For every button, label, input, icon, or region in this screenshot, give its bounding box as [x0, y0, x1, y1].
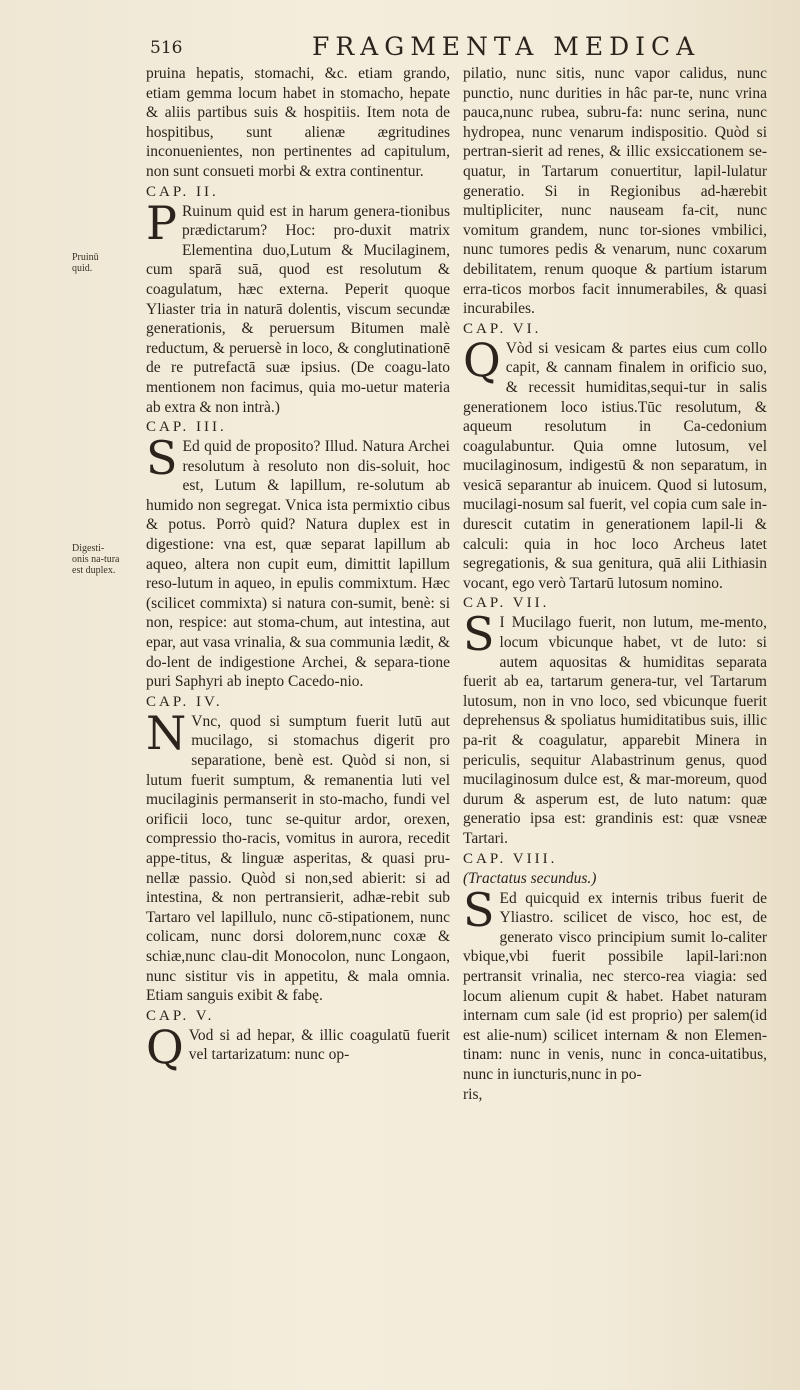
paragraph-text: Vod si ad hepar, & illic coagulatū fuerit vel tartarizatum: nunc op- — [188, 1026, 450, 1064]
drop-cap: S — [463, 607, 495, 662]
left-column — [146, 64, 450, 1074]
paragraph: pruina hepatis, stomachi, &c. etiam grando, etiam gemma locum habet in stomacho, hepate & aliis partibus suis & hospitiis. Item nota de hospitibus, sunt alienæ ægritudines inconuenientes, non pertinentes ad capitulum, non sunt consueti morbi & extra continentur. — [146, 65, 450, 180]
drop-cap: S — [463, 882, 495, 937]
paragraph — [463, 607, 767, 848]
chapter-heading: CAP. VI. — [463, 320, 542, 337]
paragraph-text: I Mucilago fuerit, non lutum, me-mento, locum vbicunque habet, vt de luto: si autem aquositas & humiditas separata fuerit ab ea, tartarum genera-tur, vel Tartarum lutosum, non in vno loco, sed vbicunque fuerit deprehensus & spoliatus humiditatibus suis, illic pa-rit & coagulatur, apparebit Minera in periculis, sequitur Alabastrinum genus, quod mucilaginosum dulce est, & mar-moreum, quod durum & asperum est, de luto natum: quæ generatio ipsa est: grandinis est: quæ vsneæ Tartari. — [463, 614, 767, 847]
drop-cap: P — [146, 195, 177, 250]
page-header — [150, 30, 770, 66]
paragraph — [146, 1019, 450, 1074]
right-column — [463, 64, 767, 1104]
paragraph-text: Ed quid de proposito? Illud. Natura Archei resolutum à resoluto non dis-soluit, hoc est, Lutum & lapillum, re-solutum ab humido non segregat. Vnica ista permixtio cibus & potus. Porrò quid? Natura duplex est in digestione: vna est, quæ separat lapillum ab aqueo, altera non cupit eum, dimittit lapillum reso-lutum in aqueo, in epulis commixtum. Hæc (scilicet commixta) si natura con-sumit, benè: si non, respice: aut stoma-chum, aut intestina, aut epar, aut vasa vrinalia, & sua communia lædit, & do-lent de indigestione Archei, & separa-tione puri Saphyri ab inepto Cacedo-nio. — [146, 438, 450, 691]
paragraph — [463, 882, 767, 1085]
chapter-heading: CAP. II. — [146, 183, 219, 200]
margin-note-digestio: Digesti-onis na-tura est duplex. — [72, 543, 120, 576]
chapter-heading: CAP. III. — [146, 419, 227, 436]
chapter-heading: CAP. VIII. — [463, 850, 558, 867]
margin-note-pruinum: Pruinū quid. — [72, 252, 99, 274]
running-title: FRAGMENTA MEDICA — [312, 32, 701, 61]
drop-cap: Q — [463, 332, 501, 387]
chapter-heading: CAP. VII. — [463, 595, 550, 612]
paragraph-text: Vnc, quod si sumptum fuerit lutū aut mucilago, si stomachus digerit pro separatione, benè est. Quòd si non, si lutum fuerit sumptum, & remanentia luti vel mucilaginis permanserit in sto-macho, fundi vel orificii loco, tunc se-quitur ardor, orexen, compressio tho-racis, vomitus in aurora, recedit appe-titus, & linguæ asperitas, & quasi pru-nellæ passio. Quòd si non,sed abierit: si ad intestina, & non pertransierit, adhæ-rebit sub Tartaro vel lapillulo, nunc cō-stipationem, nunc colicam, nunc dorsi dolorem,nunc coxæ & schiæ,nunc clau-dit Monocolon, nunc Longaon, nunc sistitur vis in appetitu, & mala omnia. Etiam sanguis exibit & fabę. — [146, 712, 450, 1005]
paragraph — [463, 332, 767, 594]
drop-cap: S — [146, 431, 178, 486]
drop-cap: N — [146, 705, 187, 760]
treatise-heading: (Tractatus secundus.) — [463, 869, 597, 887]
chapter-heading: CAP. IV. — [146, 693, 223, 710]
paragraph: pilatio, nunc sitis, nunc vapor calidus, nunc punctio, nunc durities in hâc par-te, nunc vrina pauca,nunc rubea, subru-fa: nunc serina, nunc hydropea, nunc venarum indispositio. Quòd si pertran-sierit ad renes, & illic exsiccationem se-quatur, in Tartarum conuertitur, lapil-lulatur generatio. Si in Regionibus ad-hærebit multipliciter, nunc nauseam fa-cit, nunc vomitum grandem, nunc tor-siones vmbilici, nunc tumores pedis & venarum, nunc coxarum debilitatem, renum quoque & partium istarum erra-ticos morbos facit innumerabiles, & quasi incurabiles. — [463, 65, 767, 318]
paragraph — [146, 195, 450, 418]
paragraph-text: Ed quicquid ex internis tribus fuerit de Yliastro. scilicet de visco, hoc est, de generato visco principium sumit lo-caliter vbique,vbi fuerit possibile lapil-lari:non pertransit vrinalia, nec sterco-rea viagia: sed locum alienum cupit & habet. Habet naturam internam cum sale (id est proprio) per salem(id est alie-num) scilicet internam & non Elemen-tinam: nunc in venis, nunc in conca-uitatibus, nunc in iuncturis,nunc in po- — [463, 889, 767, 1083]
paragraph-text: Vòd si vesicam & partes eius cum collo capit, & cannam finalem in orificio suo, & recessit humiditas,sequi-tur in salis generationem loco istius.Tūc resolutum, & aqueum resolutum in Ca-cedonium coagulabuntur. Quia omne lutosum, vel mucilaginosum, indigestū & non separatum, in vesicā separantur ab inuicem. Quod si lutosum, mucilagi-nosum sal fuerit, vel copia cum sale in-durescit cutatim in generationem lapil-li & calculi: quia in hoc loco Archeus latet segregationis, & sua genitura, quā alii Lithiasin vocant, ego verò Tartarū lutosum nomino. — [463, 339, 767, 592]
catchword: ris, — [463, 1085, 483, 1103]
drop-cap: Q — [146, 1019, 184, 1074]
paragraph-text: Ruinum quid est in harum genera-tionibus prædictarum? Hoc: pro-duxit matrix Elementina duo,Lutum & Mucilaginem, cum sparā suā, quod est resolutum & coagulatum, hæc externa. Peperit quoque Yliaster tria in naturā dolentis, viscum secundæ generationis, & peruersum Bitumen malè reductum, & peruersè in loco, & conglutinationē de re putrefactā suæ ipsius. (De coagu-lato mentionem non facimus, quia mo-uetur materia ab extra & non intrà.) — [146, 202, 450, 416]
paragraph — [146, 431, 450, 692]
page-number: 516 — [150, 38, 183, 58]
paragraph — [146, 705, 450, 1006]
chapter-heading: CAP. V. — [146, 1007, 215, 1024]
